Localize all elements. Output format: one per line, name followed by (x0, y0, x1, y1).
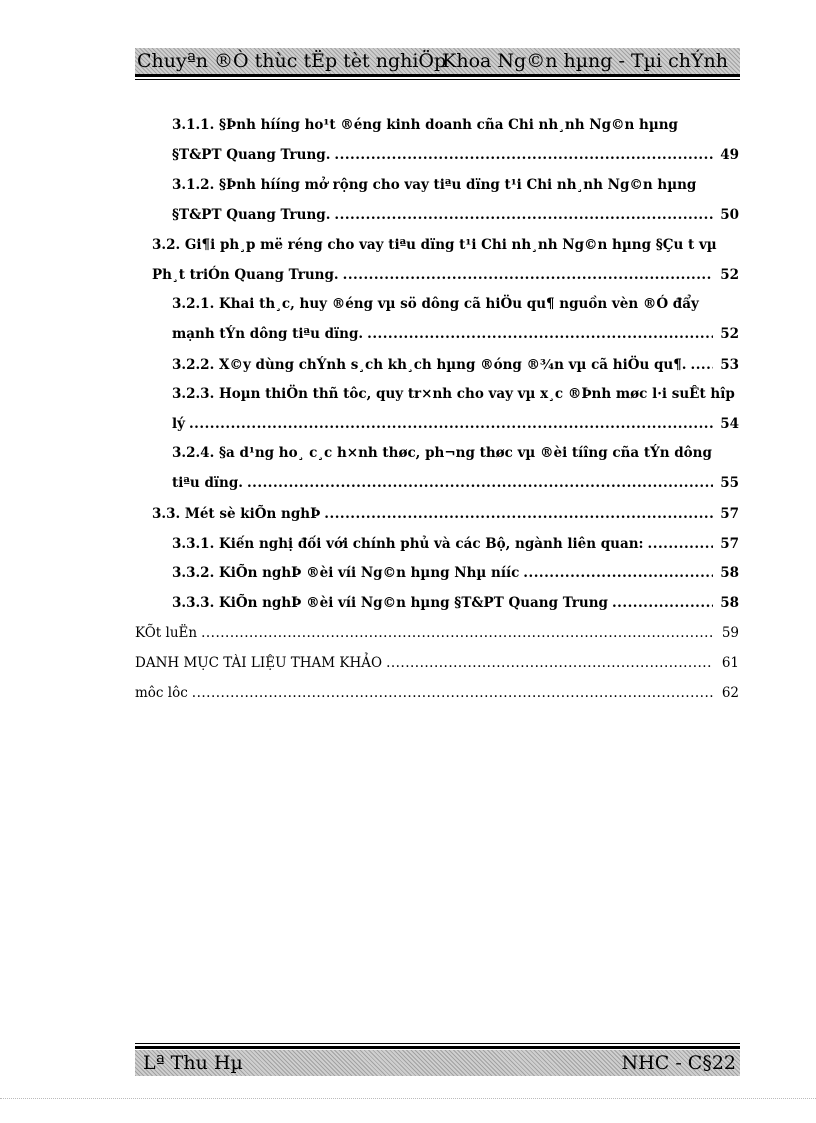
toc-entry-3-2-line1[interactable]: 3.2. Gi¶i ph¸p më réng cho vay tiªu dïng t¹i Chi nh¸nh Ng©n hµng §Çu t vµ (152, 237, 717, 253)
toc-entry-text: 3.2.2. X©y dùng chÝnh s¸ch kh¸ch hµng ®óng ®¾n vµ cã hiÖu qu¶. (172, 357, 687, 373)
toc-page-number: 58 (720, 595, 739, 611)
toc-entry-text: lý (172, 416, 185, 432)
toc-entry-3-2-3[interactable] (172, 415, 739, 433)
toc-entry-3-2-4[interactable] (172, 474, 739, 492)
toc-page-number: 50 (720, 207, 739, 223)
footer-author: Lª Thu Hµ (143, 1052, 243, 1074)
toc-entry-muc-luc[interactable] (135, 684, 739, 702)
toc-entry-text: 3.3.2. KiÕn nghÞ ®èi víi Ng©n hµng Nhµ nííc (172, 565, 520, 581)
toc-entry-3-3-1[interactable] (172, 535, 739, 553)
toc-page-number: 52 (720, 326, 739, 342)
toc-page-number: 59 (721, 625, 739, 641)
toc-entry-3-1-1[interactable] (172, 146, 739, 164)
toc-entry-3-1-1-line1[interactable]: 3.1.1. §Þnh hííng ho¹t ®éng kinh doanh cña Chi nh¸nh Ng©n hµng (172, 117, 678, 133)
header-right-text: Khoa Ng©n hµng - Tµi chÝnh (442, 50, 728, 72)
leader-dots (648, 535, 713, 553)
leader-dots (247, 474, 713, 492)
toc-entry-3-3-2[interactable] (172, 564, 739, 582)
leader-dots (189, 415, 713, 433)
leader-dots (367, 325, 713, 343)
toc-entry-ket-luan[interactable] (135, 624, 739, 642)
toc-entry-text: KÕt luËn (135, 625, 198, 641)
page-bottom-border (0, 1098, 816, 1099)
leader-dots (334, 146, 713, 164)
leader-dots (523, 564, 713, 582)
toc-page-number: 58 (720, 565, 739, 581)
toc-page-number: 52 (720, 267, 739, 283)
toc-page-number: 62 (721, 685, 739, 701)
leader-dots (691, 356, 713, 374)
toc-entry-text: Ph¸t triÓn Quang Trung. (152, 267, 339, 283)
toc-page-number: 54 (720, 416, 739, 432)
toc-entry-text: 3.3.3. KiÕn nghÞ ®èi víi Ng©n hµng §T&PT Quang Trung (172, 595, 608, 611)
toc-entry-text: mạnh tÝn dông tiªu dïng. (172, 326, 364, 342)
toc-entry-text: §T&PT Quang Trung. (172, 207, 331, 223)
toc-page-number: 53 (720, 357, 739, 373)
toc-page-number: 49 (720, 147, 739, 163)
page-footer (135, 1050, 740, 1076)
toc-page-number: 61 (721, 655, 739, 671)
header-left-text: Chuyªn ®Ò thùc tËp tèt nghiÖp (137, 50, 447, 72)
toc-entry-text: §T&PT Quang Trung. (172, 147, 331, 163)
footer-rule (135, 1046, 740, 1049)
header-rule-thin (135, 79, 740, 80)
leader-dots (612, 594, 713, 612)
toc-entry-3-2-3-line1[interactable]: 3.2.3. Hoµn thiÖn thñ tôc, quy tr×nh cho vay vµ x¸c ®Þnh møc l·i suÊt hîp (172, 386, 735, 402)
leader-dots (386, 654, 713, 672)
toc-page-number: 55 (720, 475, 739, 491)
header-rule (135, 74, 740, 77)
toc-entry-text: tiªu dïng. (172, 475, 243, 491)
footer-rule-thin (135, 1043, 740, 1044)
toc-entry-3-3[interactable] (152, 505, 739, 523)
page-header (135, 48, 740, 74)
footer-class: NHC - C§22 (621, 1052, 736, 1074)
toc-entry-text: 3.3. Mét sè kiÕn nghÞ (152, 506, 321, 522)
leader-dots (192, 684, 713, 702)
toc-page-number: 57 (720, 536, 739, 552)
toc-entry-references[interactable] (135, 654, 739, 672)
toc-entry-text: môc lôc (135, 685, 188, 701)
toc-entry-3-2[interactable] (152, 266, 739, 284)
toc-entry-3-2-4-line1[interactable]: 3.2.4. §a d¹ng ho¸ c¸c h×nh thøc, ph¬ng thøc vµ ®èi tíîng cña tÝn dông (172, 445, 712, 461)
toc-entry-3-1-2[interactable] (172, 206, 739, 224)
leader-dots (201, 624, 713, 642)
toc-entry-3-2-1-line1[interactable]: 3.2.1. Khai th¸c, huy ®éng vµ sö dông cã hiÖu qu¶ nguồn vèn ®Ó đẩy (172, 296, 699, 312)
toc-entry-3-2-2[interactable] (172, 356, 739, 374)
leader-dots (324, 505, 713, 523)
toc-entry-3-2-1[interactable] (172, 325, 739, 343)
toc-entry-text: 3.3.1. Kiến nghị đối với chính phủ và các Bộ, ngành liên quan: (172, 536, 644, 552)
leader-dots (334, 206, 713, 224)
toc-entry-text: DANH MỤC TÀI LIỆU THAM KHẢO (135, 655, 383, 671)
toc-entry-3-3-3[interactable] (172, 594, 739, 612)
leader-dots (343, 266, 713, 284)
toc-entry-3-1-2-line1[interactable]: 3.1.2. §Þnh hííng mở rộng cho vay tiªu dïng t¹i Chi nh¸nh Ng©n hµng (172, 177, 697, 193)
toc-page-number: 57 (720, 506, 739, 522)
